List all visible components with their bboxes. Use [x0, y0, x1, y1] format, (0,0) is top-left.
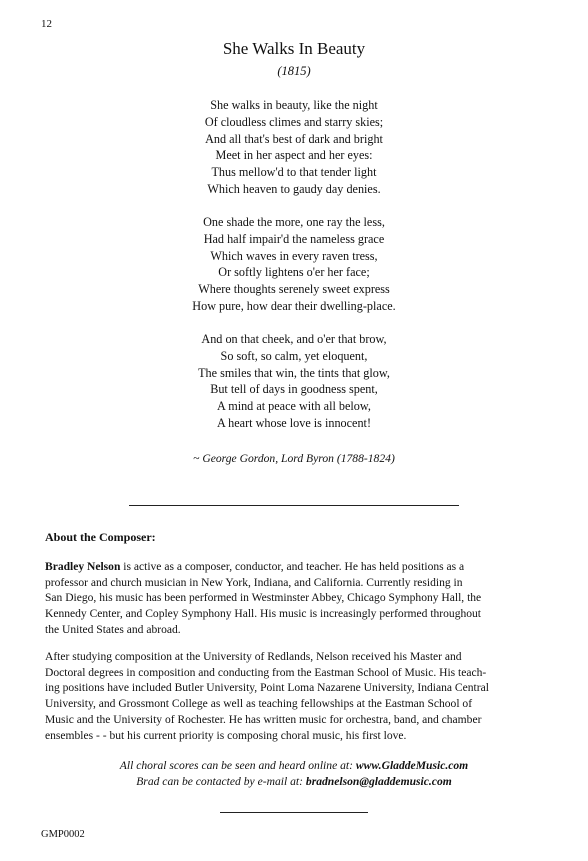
bio-line: Kennedy Center, and Copley Symphony Hall. His music is increasingly performed throughout — [45, 608, 481, 621]
bio-line: ing positions have included Butler University, Point Loma Nazarene University, Indiana Central — [45, 682, 489, 695]
catalog-code: GMP0002 — [41, 829, 85, 840]
poem-stanza-3 — [0, 331, 588, 432]
composer-bio-paragraph — [45, 560, 550, 639]
poem-line: Which heaven to gaudy day denies. — [207, 181, 381, 196]
bio-line — [45, 560, 550, 576]
bio-line: the United States and abroad. — [45, 623, 181, 636]
contact-block — [0, 758, 588, 789]
poem-line: She walks in beauty, like the night — [210, 98, 378, 112]
poem-date: (1815) — [277, 64, 311, 78]
bio-line: professor and church musician in New York, Indiana, and California. Currently residing in — [45, 576, 463, 589]
footer-divider — [220, 812, 368, 813]
poem-line: Of cloudless climes and starry skies; — [204, 114, 384, 129]
bio-line: Doctoral degrees in composition and conducting from the Eastman School of Music. His teach- — [45, 666, 487, 679]
composer-education-paragraph — [45, 650, 550, 744]
poem-line: So soft, so calm, yet eloquent, — [220, 348, 368, 363]
poem-line: Thus mellow'd to that tender light — [211, 165, 377, 180]
scores-line — [0, 758, 588, 774]
poem-line: Had half impair'd the nameless grace — [203, 231, 385, 246]
poem-line: And all that's best of dark and bright — [205, 131, 383, 146]
poem-stanza-2 — [0, 214, 588, 315]
poem-line: And on that cheek, and o'er that brow, — [201, 332, 387, 346]
poem-attribution: ~ George Gordon, Lord Byron (1788-1824) — [193, 452, 395, 465]
email-text: Brad can be contacted by e-mail at: — [136, 774, 306, 788]
bio-line: ensembles - - but his current priority is composing choral music, his first love. — [45, 729, 407, 742]
email-link[interactable]: bradnelson@gladdemusic.com — [305, 774, 452, 788]
website-link[interactable]: www.GladdeMusic.com — [355, 759, 469, 772]
poem-line: A mind at peace with all below, — [217, 399, 371, 414]
poem-line: The smiles that win, the tints that glow, — [198, 365, 390, 380]
email-line — [0, 774, 588, 790]
poem-line: How pure, how dear their dwelling-place. — [192, 298, 396, 313]
poem-title: She Walks In Beauty — [222, 39, 366, 58]
poem-line: But tell of days in goodness spent, — [210, 382, 378, 397]
bio-line: San Diego, his music has been performed in Westminster Abbey, Chicago Symphony Hall, the — [45, 592, 482, 605]
bio-line: After studying composition at the University of Redlands, Nelson received his Master and — [45, 651, 462, 663]
page-number: 12 — [41, 18, 52, 30]
scores-text: All choral scores can be seen and heard online at: — [119, 759, 356, 772]
poem-line: A heart whose love is innocent! — [217, 415, 371, 430]
poem-line: Which waves in every raven tress, — [210, 248, 378, 263]
poem-stanza-1 — [0, 97, 588, 198]
bio-line: Music and the University of Rochester. He has written music for orchestra, band, and chamber — [45, 713, 482, 726]
bio-text: is active as a composer, conductor, and teacher. He has held positions as a — [120, 561, 465, 573]
bio-line: University, and Grossmont College as well as teaching fellowships at the Eastman School of — [45, 698, 473, 711]
poem-line: Where thoughts serenely sweet express — [198, 282, 390, 297]
composer-name: Bradley Nelson — [45, 561, 121, 573]
section-divider — [129, 505, 459, 506]
poem-line: One shade the more, one ray the less, — [203, 215, 385, 229]
poem-line: Or softly lightens o'er her face; — [218, 265, 370, 280]
poem-line: Meet in her aspect and her eyes: — [215, 148, 373, 163]
about-heading: About the Composer: — [45, 530, 156, 544]
